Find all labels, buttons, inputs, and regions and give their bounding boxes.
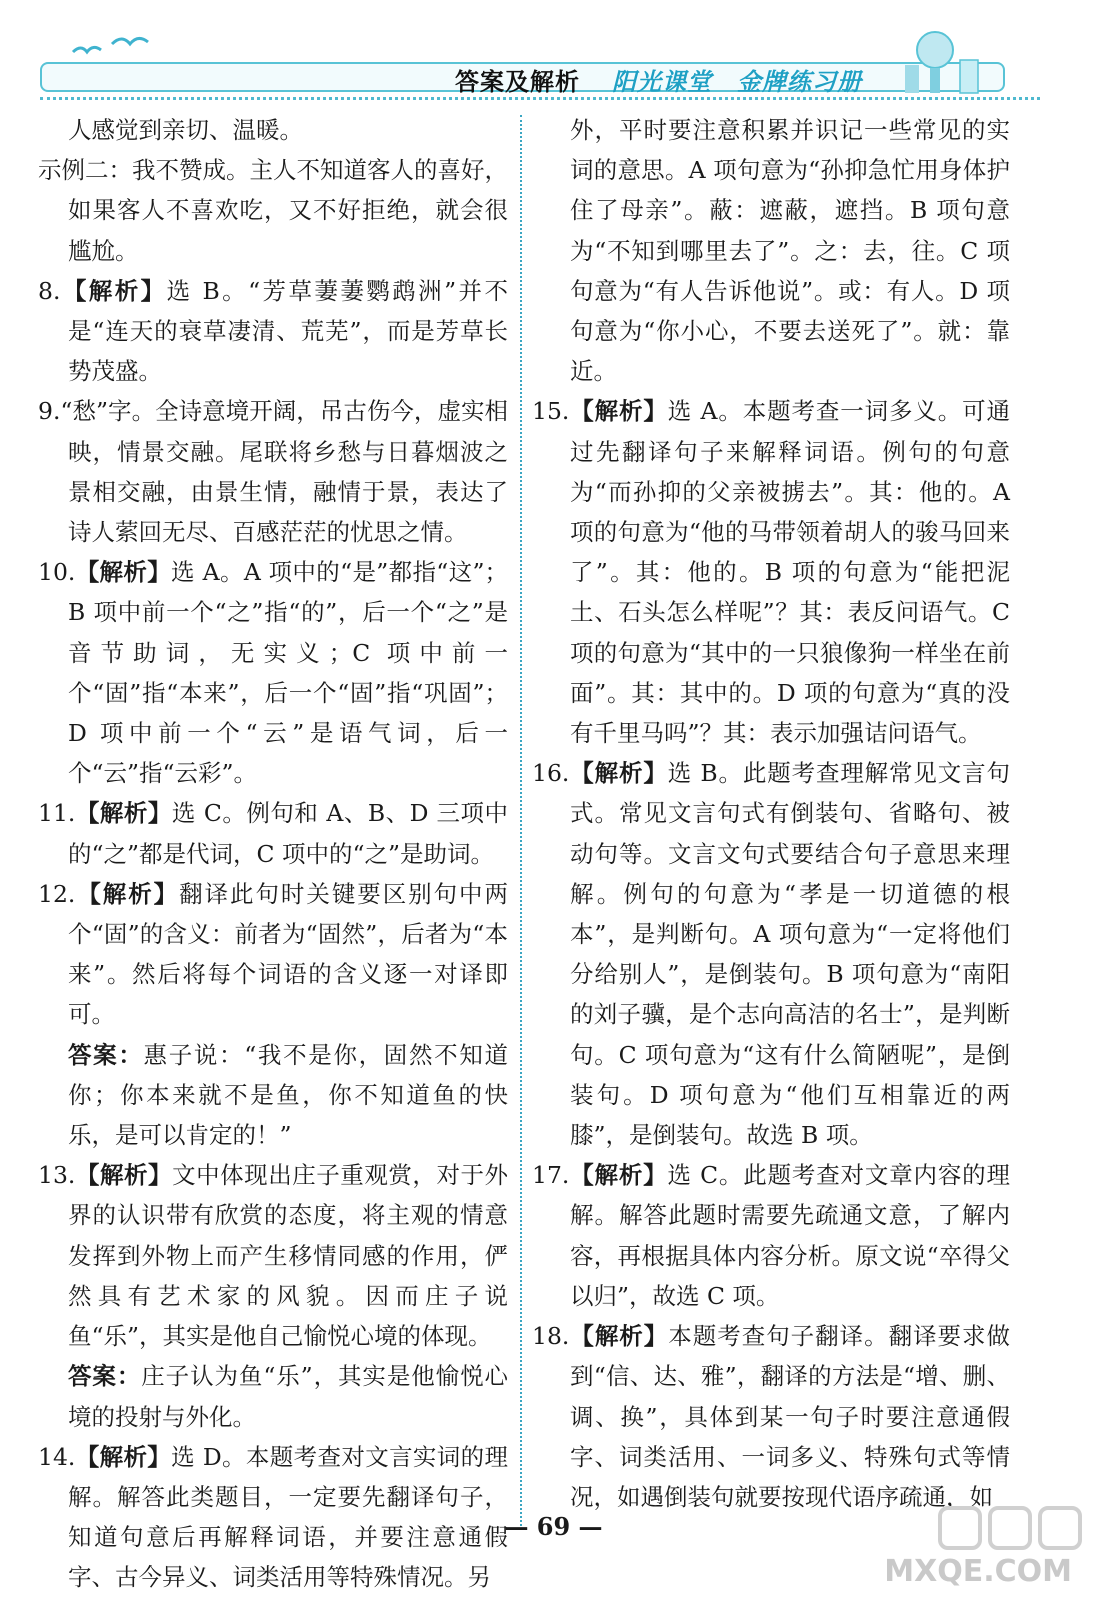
- globe-lamp-icon: [890, 20, 1000, 100]
- paragraph-text: 文中体现出庄子重观赏，对于外界的认识带有欣赏的态度，将主观的情意发挥到外物上而产生移情同感的作用，俨然具有艺术家的风貌。因而庄子说鱼“乐”，其实是他自己愉悦心境的体现。: [68, 1161, 509, 1351]
- paragraph-text: 本题考查句子翻译。翻译要求做到“信、达、雅”，翻译的方法是“增、删、调、换”，具体到某一句子时要注意通假字、词类活用、一词多义、特殊句式等情况，如遇倒装句就要按现代语序疏通，如: [570, 1322, 1011, 1511]
- analysis-label: 【解析】: [569, 1161, 668, 1190]
- paragraph-text: 选 A。A 项中的“是”都指“这”；B 项中前一个“之”指“的”，后一个“之”是音节助词，无实义；C 项中前一个“固”指“本来”，后一个“固”指“巩固”；D 项中前一个“云”是语气词，后一个“云”指“云彩”。: [68, 558, 508, 788]
- analysis-label: 【解析】: [569, 759, 668, 788]
- question-paragraph: [38, 150, 508, 271]
- left-column: [38, 110, 508, 1598]
- question-paragraph: [38, 110, 508, 150]
- question-paragraph: [38, 1035, 508, 1156]
- paragraph-text: 惠子说：“我不是你，固然不知道你；你本来就不是鱼，你不知道鱼的快乐，是可以肯定的！”: [68, 1040, 509, 1150]
- question-paragraph: [38, 391, 508, 552]
- question-number: 10.: [38, 558, 76, 587]
- question-paragraph: [38, 552, 508, 793]
- analysis-label: 【解析】: [569, 1322, 669, 1351]
- question-number: 15.: [532, 397, 570, 426]
- question-number: 16.: [532, 759, 570, 788]
- question-number: 12.: [38, 879, 76, 908]
- watermark: [884, 1500, 1090, 1595]
- page-header: [0, 0, 1107, 120]
- question-paragraph: [532, 1316, 1010, 1517]
- analysis-label: 【解析】: [75, 558, 172, 587]
- question-number: 13.: [38, 1161, 76, 1190]
- paragraph-text: 外，平时要注意积累并识记一些常见的实词的意思。A 项句意为“孙抑急忙用身体护住了母亲”。蔽：遮蔽，遮挡。B 项句意为“不知到哪里去了”。之：去，往。C 项句意为“有人告诉他说”。或：有人。D 项句意为“你小心，不要去送死了”。就：靠近。: [570, 116, 1010, 386]
- header-brand: 阳光课堂 金牌练习册: [612, 68, 862, 96]
- page-number: — 69 —: [504, 1512, 603, 1541]
- paragraph-text: 选 C。此题考查对文章内容的理解。解答此题时需要先疏通文意，了解内容，再根据具体内容分析。原文说“卒得父以归”，故选 C 项。: [570, 1161, 1010, 1310]
- paragraph-text: 选 C。例句和 A、B、D 三项中的“之”都是代词，C 项中的“之”是助词。: [68, 799, 508, 868]
- question-paragraph: [38, 1356, 508, 1436]
- question-number: 11.: [38, 799, 76, 828]
- question-number: 9.: [38, 397, 61, 426]
- analysis-label: 【解析】: [75, 1442, 172, 1471]
- question-paragraph: [532, 753, 1010, 1155]
- analysis-label: 【解析】: [75, 879, 180, 908]
- paragraph-text: “愁”字。全诗意境开阔，吊古伤今，虚实相映，情景交融。尾联将乡愁与日暮烟波之景相交融，由景生情，融情于景，表达了诗人萦回无尽、百感茫茫的忧思之情。: [60, 397, 508, 547]
- watermark-logo-icon: [920, 1500, 1090, 1560]
- analysis-label: 【解析】: [75, 799, 172, 828]
- question-paragraph: [532, 110, 1010, 391]
- header-title: 答案及解析: [455, 68, 580, 96]
- question-paragraph: [38, 1155, 508, 1356]
- paragraph-text: 选 D。本题考查对文言实词的理解。解答此类题目，一定要先翻译句子，知道句意后再解释词语，并要注意通假字、古今异义、词类活用等特殊情况。另: [68, 1442, 509, 1592]
- question-paragraph: [38, 271, 508, 392]
- question-paragraph: [38, 874, 508, 1035]
- watermark-text: MXQE.COM: [884, 1554, 1072, 1589]
- question-paragraph: [532, 1155, 1010, 1316]
- question-number: 8.: [38, 276, 61, 305]
- paragraph-text: 示例二：我不赞成。主人不知道客人的喜好，如果客人不喜欢吃，又不好拒绝，就会很尴尬。: [38, 156, 508, 265]
- question-paragraph: [532, 391, 1010, 753]
- paragraph-text: 翻译此句时关键要区别句中两个“固”的含义：前者为“固然”，后者为“本来”。然后将每个词语的含义逐一对译即可。: [68, 879, 509, 1029]
- paragraph-text: 选 B。“芳草萋萋鹦鹉洲”并不是“连天的衰草凄清、荒芜”，而是芳草长势茂盛。: [68, 276, 508, 386]
- question-number: 14.: [38, 1442, 76, 1471]
- answer-label: 答案：: [68, 1040, 144, 1069]
- paragraph-text: 庄子认为鱼“乐”，其实是他愉悦心境的投射与外化。: [68, 1362, 509, 1431]
- column-divider: [520, 115, 522, 1530]
- paragraph-text: 选 A。本题考查一词多义。可通过先翻译句子来解释词语。例句的句意为“而孙抑的父亲被掳去”。其：他的。A 项的句意为“他的马带领着胡人的骏马回来了”。其：他的。B 项的句意为“能把泥土、石头怎么样呢”？其：表反问语气。C 项的句意为“其中的一只狼像狗一样坐在前面”。其：其中的。D 项的句意为“真的没有千里马吗”？其：表示加强诘问语气。: [570, 397, 1010, 748]
- question-number: 17.: [532, 1161, 570, 1190]
- question-number: 18.: [532, 1322, 570, 1351]
- paragraph-text: 人感觉到亲切、温暖。: [68, 116, 303, 144]
- answer-label: 答案：: [68, 1362, 142, 1391]
- analysis-label: 【解析】: [60, 276, 167, 305]
- paragraph-text: 选 B。此题考查理解常见文言句式。常见文言句式有倒装句、省略句、被动句等。文言文句式要结合句子意思来理解。例句的句意为“孝是一切道德的根本”，是判断句。A 项句意为“一定将他们分给别人”，是倒装句。B 项句意为“南阳的刘子骥，是个志向高洁的名士”，是判断句。C 项句意为“这有什么简陋呢”，是倒装句。D 项句意为“他们互相靠近的两膝”，是倒装句。故选 B 项。: [570, 759, 1010, 1150]
- analysis-label: 【解析】: [569, 397, 668, 426]
- right-column: [532, 110, 1010, 1517]
- analysis-label: 【解析】: [75, 1161, 173, 1190]
- question-paragraph: [38, 793, 508, 873]
